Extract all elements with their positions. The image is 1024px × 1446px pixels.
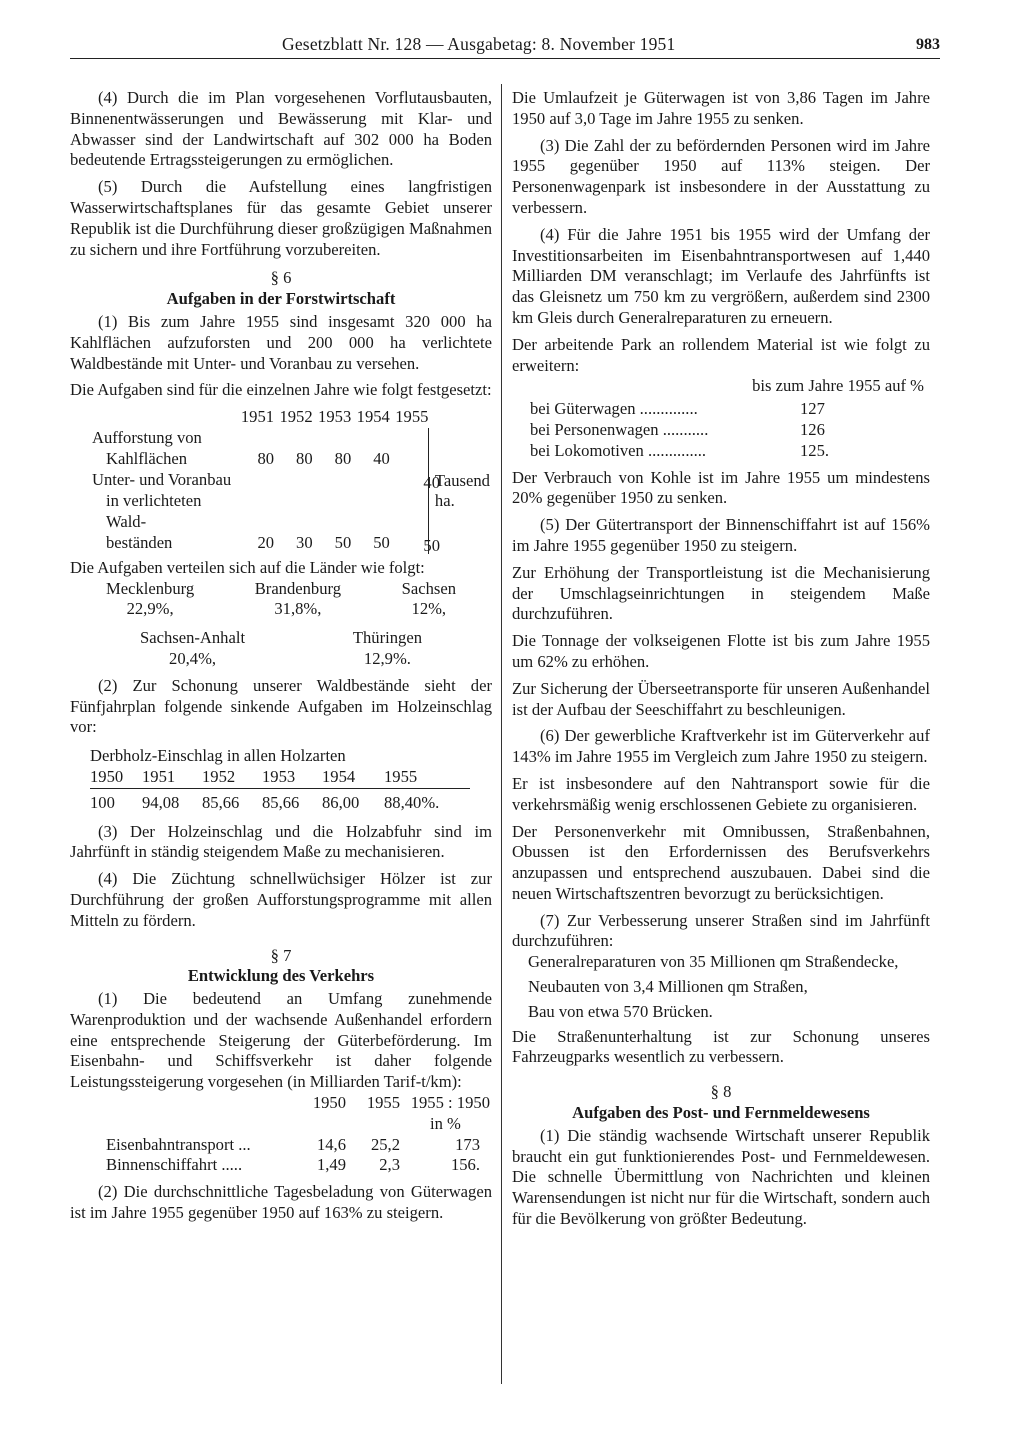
section-8-number: § 8: [710, 1082, 732, 1102]
land-name: Mecklenburg: [106, 578, 195, 598]
forst-value: 50: [334, 532, 352, 552]
forst-row2-label-c: beständen: [106, 532, 173, 552]
verkehr-header-row-2: [70, 1114, 490, 1135]
paragraph-strassen-7: (7) Zur Verbesserung unserer Straßen sind im Jahrfünft durchzuführen:: [512, 910, 930, 951]
forst-value: 50: [373, 532, 390, 552]
forst-value: 40: [423, 472, 440, 492]
forst-unit: Tausend ha.: [434, 470, 490, 510]
verkehr-value: 1,49: [316, 1155, 346, 1175]
paragraph-forst-4: (4) Die Züchtung schnellwüchsiger Hölzer ist zur Durchführung der großen Aufforstungsprogramme mit allen Mitteln zu fördern.: [70, 869, 492, 930]
verkehr-col-1950: 1950: [312, 1093, 346, 1113]
laender-intro: Die Aufgaben verteilen sich auf die Länder wie folgt:: [70, 557, 425, 577]
paragraph-mechanisierung: Zur Erhöhung der Transportleistung ist die Mechanisierung der Umschlagseinrichtungen in steigendem Maße durchzuführen.: [512, 562, 930, 624]
land-item: [353, 628, 422, 670]
paragraph-forst-1: (1) Bis zum Jahre 1955 sind insgesamt 320 000 ha Kahlflächen aufzuforsten und 200 000 ha verlichtete Waldbestände mit Unter- und Voranbau zu versehen.: [70, 311, 492, 373]
forst-row2-label-a: Unter- und Voranbau: [92, 470, 232, 490]
park-header: bis zum Jahre 1955 auf %: [752, 376, 924, 396]
column-divider: [501, 84, 502, 1384]
verkehr-value: 2,3: [379, 1155, 400, 1175]
forst-year: 1953: [318, 407, 352, 427]
verkehr-value: 14,6: [316, 1134, 346, 1154]
paragraph-post-1: (1) Die ständig wachsende Wirtschaft unserer Republik braucht ein gut funktionierendes Post- und Fernmeldewesen. Die schnelle Übermittlung von Nachrichten und kleinen Warensendungen ist nicht nur für die Wirtschaft, sondern auch für die Bevölkerung von größter Bedeutung.: [512, 1125, 930, 1229]
derbholz-value: 85,66: [202, 788, 262, 813]
verkehr-label: Binnenschiffahrt .....: [106, 1155, 243, 1175]
land-item: [140, 628, 245, 670]
forst-year: 1951: [240, 407, 275, 427]
page-header: [70, 34, 940, 59]
park-row: [530, 420, 850, 441]
park-row: [530, 441, 850, 462]
right-column: [512, 88, 930, 1236]
verkehr-label: Eisenbahntransport ...: [106, 1134, 251, 1154]
paragraph-kraftverkehr-6: (6) Der gewerbliche Kraftverkehr ist im Güterverkehr auf 143% im Jahre 1955 im Vergleich zum Jahre 1950 zu steigern.: [512, 726, 930, 767]
paragraph-tonnage: Die Tonnage der volkseigenen Flotte ist bis zum Jahre 1955 um 62% zu erhöhen.: [512, 631, 930, 671]
verkehr-value: 156.: [450, 1155, 480, 1175]
paragraph-umlaufzeit: Die Umlaufzeit je Güterwagen ist von 3,86 Tagen im Jahre 1950 auf 3,0 Tage im Jahre 1955 zu senken.: [512, 88, 930, 128]
strassen-item: Neubauten von 3,4 Millionen qm Straßen,: [528, 977, 808, 997]
paragraph-verkehr-1: (1) Die bedeutend an Umfang zunehmende Warenproduktion und der wachsende Außenhandel erfordern eine entsprechende Steigerung der Güterbeförderung. Im Eisenbahn- und Schiffsverkehr ist daher folgende Leistungssteigerung vorgesehen (in Milliarden Tarif-t/km):: [70, 989, 492, 1092]
section-7-title: Entwicklung des Verkehrs: [187, 966, 375, 986]
verkehr-header-row: [70, 1093, 490, 1114]
forst-value: 80: [334, 449, 352, 469]
forst-value: 40: [373, 449, 390, 469]
land-value: 12,9%.: [363, 648, 411, 668]
forst-value: 50: [423, 535, 440, 555]
park-value: 127: [800, 399, 825, 419]
paragraph-forst-3: (3) Der Holzeinschlag und die Holzabfuhr sind im Jahrfünft in ständig steigendem Maße zu mechanisieren.: [70, 821, 492, 862]
strassen-item: Bau von etwa 570 Brücken.: [528, 1001, 713, 1021]
forst-value: 80: [257, 449, 275, 469]
paragraph-binnenschiffahrt-5: (5) Der Gütertransport der Binnenschiffahrt ist auf 156% im Jahre 1955 gegenüber 1950 zu steigern.: [512, 515, 930, 555]
forst-row1-label-a: Aufforstung von: [92, 428, 202, 448]
derbholz-year: 1953: [262, 766, 296, 786]
park-value: 126: [800, 419, 825, 439]
derbholz-value: 85,66: [262, 788, 322, 813]
park-label: bei Güterwagen ..............: [530, 399, 698, 419]
section-8-title: Aufgaben des Post- und Fernmeldewesens: [572, 1103, 870, 1123]
verkehr-value: 173: [455, 1134, 480, 1154]
section-6-number: § 6: [270, 268, 292, 288]
park-label: bei Lokomotiven ..............: [530, 440, 707, 460]
land-name: Sachsen: [401, 578, 456, 598]
forst-row2-label-b: in verlichteten Wald-: [106, 491, 202, 531]
left-column: [70, 88, 492, 1230]
forst-value: 30: [296, 532, 313, 552]
derbholz-value: 88,40%.: [384, 788, 470, 813]
park-label: bei Personenwagen ...........: [530, 419, 709, 439]
forst-years-row: [70, 407, 490, 428]
land-item: [255, 579, 341, 621]
derbholz-values-row: [90, 788, 470, 813]
derbholz-table: [90, 767, 470, 814]
verkehr-table: [70, 1093, 490, 1176]
paragraph-personen-3: (3) Die Zahl der zu befördernden Personen wird im Jahre 1955 gegenüber 1950 auf 113% steigen. Der Personenwagenpark ist insbesondere in der Ausstattung zu verbessern.: [512, 135, 930, 217]
park-row: [530, 399, 850, 420]
paragraph-investition-4: (4) Für die Jahre 1951 bis 1955 wird der Umfang der Investitionsarbeiten im Eisenbahntransportwesen auf 1,440 Milliarden DM veranschlagt; im Verlaufe des Jahrfünfts ist das Gleisnetz um 750 km zu vergrößern, außerdem sind 2300 km Gleis durch Generalreparaturen zu erneuern.: [512, 224, 930, 327]
land-value: 20,4%,: [169, 648, 217, 668]
land-value: 12%,: [411, 599, 447, 619]
land-item: [402, 579, 456, 621]
forst-year: 1954: [356, 407, 390, 427]
paragraph-kohle: Der Verbrauch von Kohle ist im Jahre 1955 um mindestens 20% gegenüber 1950 zu senken.: [512, 467, 930, 508]
land-name: Brandenburg: [254, 578, 342, 598]
paragraph-park: Der arbeitende Park an rollendem Material ist wie folgt zu erweitern:: [512, 334, 930, 375]
park-table: [530, 399, 850, 461]
paragraph-forst-2: (2) Zur Schonung unserer Waldbestände sieht der Fünfjahrplan folgende sinkende Aufgaben im Holzeinschlag vor:: [70, 675, 492, 737]
laender-row-2: [70, 620, 492, 676]
derbholz-title: Derbholz-Einschlag in allen Holzarten: [90, 746, 346, 766]
verkehr-col-1955: 1955: [366, 1093, 400, 1113]
derbholz-year: 1952: [202, 766, 236, 786]
paragraph-water-5: (5) Durch die Aufstellung eines langfristigen Wasserwirtschaftsplanes für das gesamte Gebiet unserer Republik ist die Durchführung dieser großzügigen Maßnahmen zu sichern und ihre Fortführung vorzubereiten.: [70, 177, 492, 259]
forst-row-label: [70, 428, 490, 449]
land-name: Thüringen: [352, 628, 422, 648]
land-item: [106, 579, 194, 621]
derbholz-year: 1951: [142, 766, 176, 786]
verkehr-col-unit: in %: [430, 1113, 461, 1133]
paragraph-strassenunterhaltung: Die Straßenunterhaltung ist zur Schonung unseres Fahrzeugparks wesentlich zu verbessern.: [512, 1026, 930, 1067]
verkehr-row: [70, 1155, 490, 1176]
derbholz-year: 1950: [90, 766, 124, 786]
land-value: 31,8%,: [274, 599, 322, 619]
derbholz-value: 94,08: [142, 788, 202, 813]
verkehr-row: [70, 1135, 490, 1156]
strassen-item: Generalreparaturen von 35 Millionen qm Straßendecke,: [528, 952, 899, 972]
page-number: 983: [916, 36, 940, 53]
paragraph-forst-1b: Die Aufgaben sind für die einzelnen Jahre wie folgt festgesetzt:: [70, 380, 492, 400]
land-name: Sachsen-Anhalt: [140, 628, 246, 648]
derbholz-year: 1954: [322, 766, 356, 786]
park-value: 125.: [800, 440, 830, 460]
derbholz-year: 1955: [384, 766, 418, 786]
laender-row-1: [70, 579, 492, 621]
paragraph-personenverkehr: Der Personenverkehr mit Omnibussen, Straßenbahnen, Obussen ist den Erfordernissen des Berufsverkehrs anzupassen und entsprechend auszubauen. Dabei sind die neuen Wirtschaftszentren bevorzugt zu berücksichtigen.: [512, 821, 930, 903]
forst-row1-label-b: Kahlflächen: [106, 449, 188, 469]
forst-year: 1952: [279, 407, 313, 427]
forst-value: 80: [296, 449, 313, 469]
verkehr-col-ratio: 1955 : 1950: [410, 1093, 490, 1113]
derbholz-value: 86,00: [322, 788, 384, 813]
paragraph-nahtransport: Er ist insbesondere auf den Nahtransport sowie für die verkehrsmäßig wenig erschlossenen Gebiete zu organisieren.: [512, 773, 930, 814]
land-value: 22,9%,: [126, 599, 174, 619]
paragraph-seeschiffahrt: Zur Sicherung der Überseetransporte für unseren Außenhandel ist der Aufbau der Seeschiffahrt zu beschleunigen.: [512, 678, 930, 719]
header-title: Gesetzblatt Nr. 128 — Ausgabetag: 8. November 1951: [282, 34, 676, 54]
section-7-number: § 7: [270, 945, 292, 965]
forst-value: 20: [257, 532, 275, 552]
forst-year: 1955: [395, 407, 429, 427]
section-6-title: Aufgaben in der Forstwirtschaft: [166, 289, 396, 309]
paragraph-water-4: (4) Durch die im Plan vorgesehenen Vorflutausbauten, Binnenentwässerungen und Bewässerung mit Klar- und Abwasser sind der Landwirtschaft auf 302 000 ha Boden bedeutende Ertragssteigerungen zu ermöglichen.: [70, 88, 492, 170]
paragraph-verkehr-2: (2) Die durchschnittliche Tagesbeladung von Güterwagen ist im Jahre 1955 gegenüber 1950 auf 163% zu steigern.: [70, 1182, 492, 1223]
verkehr-value: 25,2: [370, 1134, 400, 1154]
derbholz-years-row: [90, 767, 470, 788]
derbholz-value: 100: [90, 788, 142, 813]
